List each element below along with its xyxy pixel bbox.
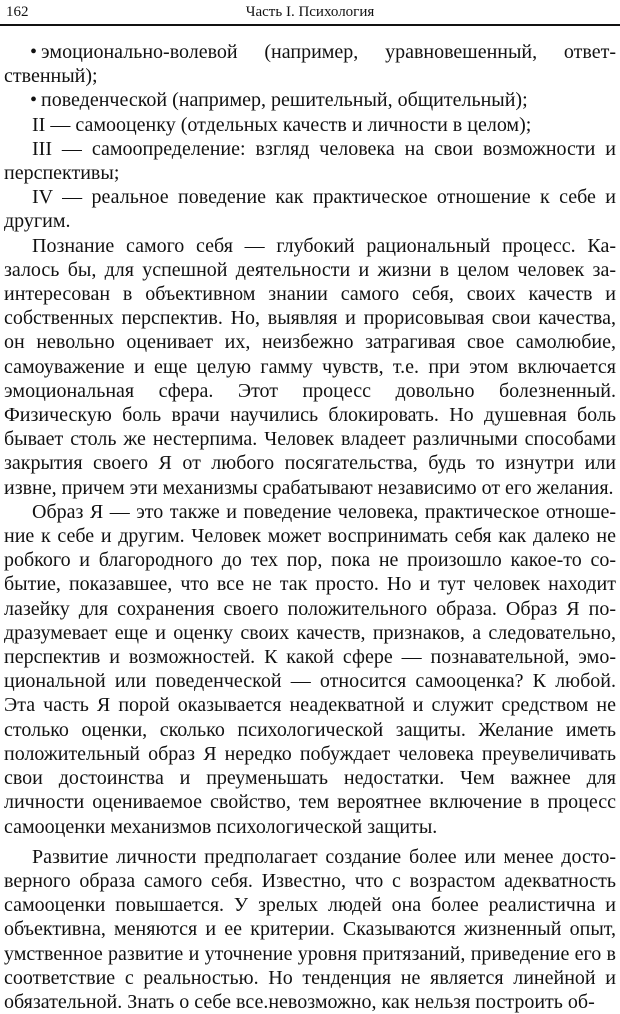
body-text [4,40,616,1014]
list-item-iv: IV — реальное поведение как практическое отношение к себе и другим. [4,186,616,233]
list-item-ii: II — самооценку (отдельных качеств и личности в целом); [32,113,532,136]
paragraph-self-knowledge: Познание самого себя — глубокий рациональный процесс. Казалось бы, для успешной деятельности и жизни в целом человек заинтересован в объективном знании самого себя, своих качеств и собственных перспектив. Но, выявляя и прорисовывая свои качества, он невольно оценивает их, неизбежно затрагивая свое самолюбие, самоуважение и еще целую гамму чувств, т.е. при этом включается эмоциональная сфера. Этот процесс довольно болезненный. Физическую боль врачи научились блокировать. Но душевная боль бывает столь же нестерпима. Человек владеет различными способами закрытия своего Я от любого посягательства, будь то изнутри или извне, причем эти механизмы срабатывают независимо от его желания. [4,234,616,499]
bullet-item-behavioral: • поведенческой (например, решительный, общительный); [30,89,528,112]
running-head: Часть I. Психология [245,4,375,20]
paragraph-development: Развитие личности предполагает создание более или менее достоверного образа самого себя. Известно, что с возрастом адекватность самооценки повышается. У зрелых людей она более реалистична и объективна, меняются и ее критерии. Сказываются жизненный опыт, умственное развитие и уточнение уровня притязаний, приведение его в соответствие с реальностью. Но тенденция не является линейной и обязательной. Знать о себе все.невозможно, как нельзя построить об- [4,845,616,1013]
paragraph-self-image: Образ Я — это также и поведение человека, практическое отношение к себе и другим. Человек может воспринимать себя как далеко не робкого и благородного до тех пор, пока не произошло какое-то событие, показавшее, что все не так просто. Но и тут человек находит лазейку для сохранения своего положительного образа. Образ Я подразумевает еще и оценку своих качеств, признаков, а следовательно, перспектив и возможностей. К какой сфере — познавательной, эмоциональной или поведенческой — относится самооценка? К любой. Эта часть Я порой оказывается неадекватной и служит средством не столько оценки, сколько психологической защиты. Желание иметь положительный образ Я нередко побуждает человека преувеличивать свои достоинства и преуменьшать недостатки. Чем важнее для личности оцениваемое свойство, тем вероятнее включение в процесс самооценки механизмов психологической защиты. [4,500,616,838]
page-header [6,2,614,22]
page-number: 162 [6,4,29,20]
bullet-item-emotional: • эмоционально-волевой (например, уравновешенный, ответственный); [4,41,616,88]
list-item-iii: III — самоопределение: взгляд человека на свои возможности и перспективы; [4,137,616,185]
header-rule [0,24,620,26]
